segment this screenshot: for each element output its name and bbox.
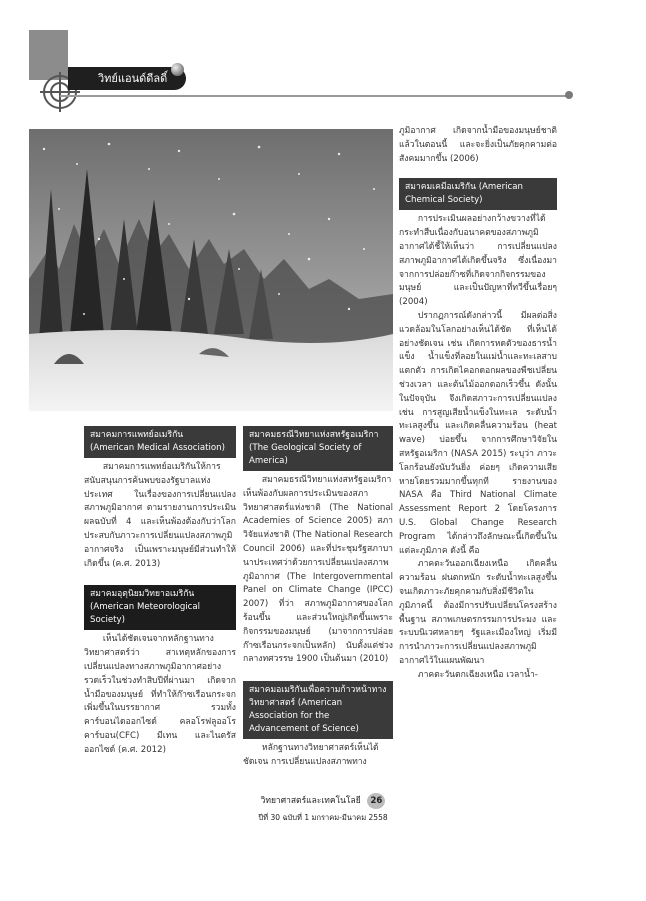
page-number: 26: [367, 793, 385, 809]
section-heading: สมาคมธรณีวิทยาแห่งสหรัฐอเมริกา (The Geological Society of America): [243, 426, 393, 471]
header-rule: [60, 95, 570, 97]
journal-name: วิทยาศาสตร์และเทคโนโลยี: [260, 796, 361, 806]
section-title: วิทย์แอนด์ดีลดิ์: [68, 67, 186, 90]
right-column: [399, 125, 557, 682]
page-footer: [0, 793, 646, 824]
paragraph: ภูมิอากาศ เกิดจากน้ำมือของมนุษย์ชาติแล้วในตอนนี้ และจะยิ่งเป็นภัยคุกคามต่อสังคมมากขึ้น (2006): [399, 126, 557, 164]
paragraph: สมาคมการแพทย์อเมริกันให้การสนับสนุนการค้นพบของรัฐบาลแห่งประเทศ ในเรื่องของการเปลี่ยนแปลงสภาพภูมิอากาศ ตามรายงานการประเมินผลฉบับที่ 4 และเห็นพ้องต้องกับว่าโลกประสบกับภาวะการเปลี่ยนแปลงสภาพภูมิอากาศจริง เป็นเพราะมนุษย์มีส่วนทำให้เกิดขึ้น (ค.ศ. 2013): [84, 462, 236, 569]
section-heading: สมาคมอุตุนิยมวิทยาอเมริกัน (American Meteorological Society): [84, 585, 236, 630]
rule-end-dot: [565, 91, 573, 99]
middle-column: [243, 426, 393, 770]
paragraph: สมาคมธรณีวิทยาแห่งสหรัฐอเมริกา เห็นพ้องกับผลการประเมินของสภาวิทยาศาสตร์แห่งชาติ (The National Academies of Science 2005) สภาวิจัยแห่งชาติ (The National Research Council 2006) และที่ประชุมรัฐสภาบานาประเทศว่าด้วยการเปลี่ยนแปลงสภาพภูมิอากาศ (The Intergovernmental Panel on Climate Change (IPCC) 2007) ที่ว่า สภาพภูมิอากาศของโลกร้อนขึ้น และส่วนใหญ่เกิดขึ้นเพราะกิจกรรมของมนุษย์ (มาจากการปล่อยก๊าซเรือนกระจกเป็นหลัก) นับตั้งแต่ช่วงกลางทศวรรษ 1900 เป็นต้นมา (2010): [243, 475, 393, 665]
snow-forest-photo: [29, 129, 393, 411]
section-heading: สมาคมอเมริกันเพื่อความก้าวหน้าทางวิทยาศาสตร์ (American Association for the Advancement of Science): [243, 681, 393, 739]
paragraph: ปรากฏการณ์ดังกล่าวนี้ มีผลต่อสิ่งแวดล้อมในโลกอย่างเห็นได้ชัด ที่เห็นได้อย่างชัดเจน เช่น เกิดการหดตัวของธารน้ำแข็ง น้ำแข็งที่ลอยในแม่น้ำและทะเลสาบแตกตัว การเกิดไคอกดอกผลของพืชเปลี่ยนช่วงเวลา และต้นไม้ออกดอกเร็วขึ้น ดังนั้น ในปัจจุบัน จึงเกิดสภาวะการเปลี่ยนแปลง เช่น การสูญเสียน้ำแข็งในทะเล ระดับน้ำทะเลสูงขึ้น และเกิดคลื่นความร้อน (heat wave) บ่อยขึ้น จากการศึกษาวิจัยในสหรัฐอเมริกา (NASA 2015) ระบุว่า ภาวะโลกร้อนยังนับวันยิ่ง ค่อยๆ เกิดความเสียหายโดยรวมมากขึ้นทุกที รายงานของ NASA คือ Third National Climate Assessment Report 2 โดยโครงการ U.S. Global Change Research Program ได้กล่าวถึงลักษณะนี้เกิดขึ้นในแต่ละภูมิภาค ดังนี้ คือ: [399, 310, 557, 556]
paragraph: ภาคตะวันออกเฉียงเหนือ เกิดคลื่นความร้อน ฝนตกหนัก ระดับน้ำทะเลสูงขึ้น จนเกิดภาวะภัยคุกคามกับสิ่งมีชีวิตในภูมิภาคนี้ ต้องมีการปรับเปลี่ยนโครงสร้างพื้นฐาน สภาพเกษตรกรรมการประมง และระบบนิเวศหลายๆ รัฐและเมืองใหญ่ เริ่มมีการนำภาวะการเปลี่ยนแปลงสภาพภูมิอากาศไว้ในแผนพัฒนา: [399, 559, 557, 666]
section-heading: สมาคมเคมีอเมริกัน (American Chemical Society): [399, 178, 557, 210]
paragraph: หลักฐานทางวิทยาศาสตร์เห็นได้ชัดเจน การเปลี่ยนแปลงสภาพทาง: [243, 743, 379, 767]
left-column: [84, 426, 236, 758]
paragraph: ภาคตะวันตกเฉียงเหนือ เวลาน้ำ-: [417, 669, 538, 680]
paragraph: เห็นได้ชัดเจนจากหลักฐานทางวิทยาศาสตร์ว่า สาเหตุหลักของการเปลี่ยนแปลงทางสภาพภูมิอากาศอย่างรวดเร็วในช่วงทำสิบปีที่ผ่านมา เกิดจากน้ำมือของมนุษย์ ที่ทำให้ก๊าซเรือนกระจกเพิ่มขึ้นในบรรยากาศ รวมทั้งคาร์บอนไดออกไซด์ คลอโรฟลูออโรคาร์บอน(CFC) มีเทน และไนตรัสออกไซด์ (ค.ศ. 2012): [84, 634, 236, 755]
decorative-ball: [171, 63, 184, 76]
issue-info: ปีที่ 30 ฉบับที่ 1 มกราคม-มีนาคม 2558: [258, 813, 388, 822]
section-heading: สมาคมการแพทย์อเมริกัน (American Medical Association): [84, 426, 236, 458]
paragraph: การประเมินผลอย่างกว้างขวางที่ได้กระทำสืบเนื่องกับอนาคตของสภาพภูมิอากาศได้ชี้ให้เห็นว่า การเปลี่ยนแปลงสภาพภูมิอากาศได้เกิดขึ้นจริง ซึ่งเนื่องมาจากการปล่อยก๊าซที่เกิดจากกิจกรรมของมนุษย์ และเป็นปัญหาที่ทวีขึ้นเรื่อยๆ (2004): [399, 214, 557, 308]
